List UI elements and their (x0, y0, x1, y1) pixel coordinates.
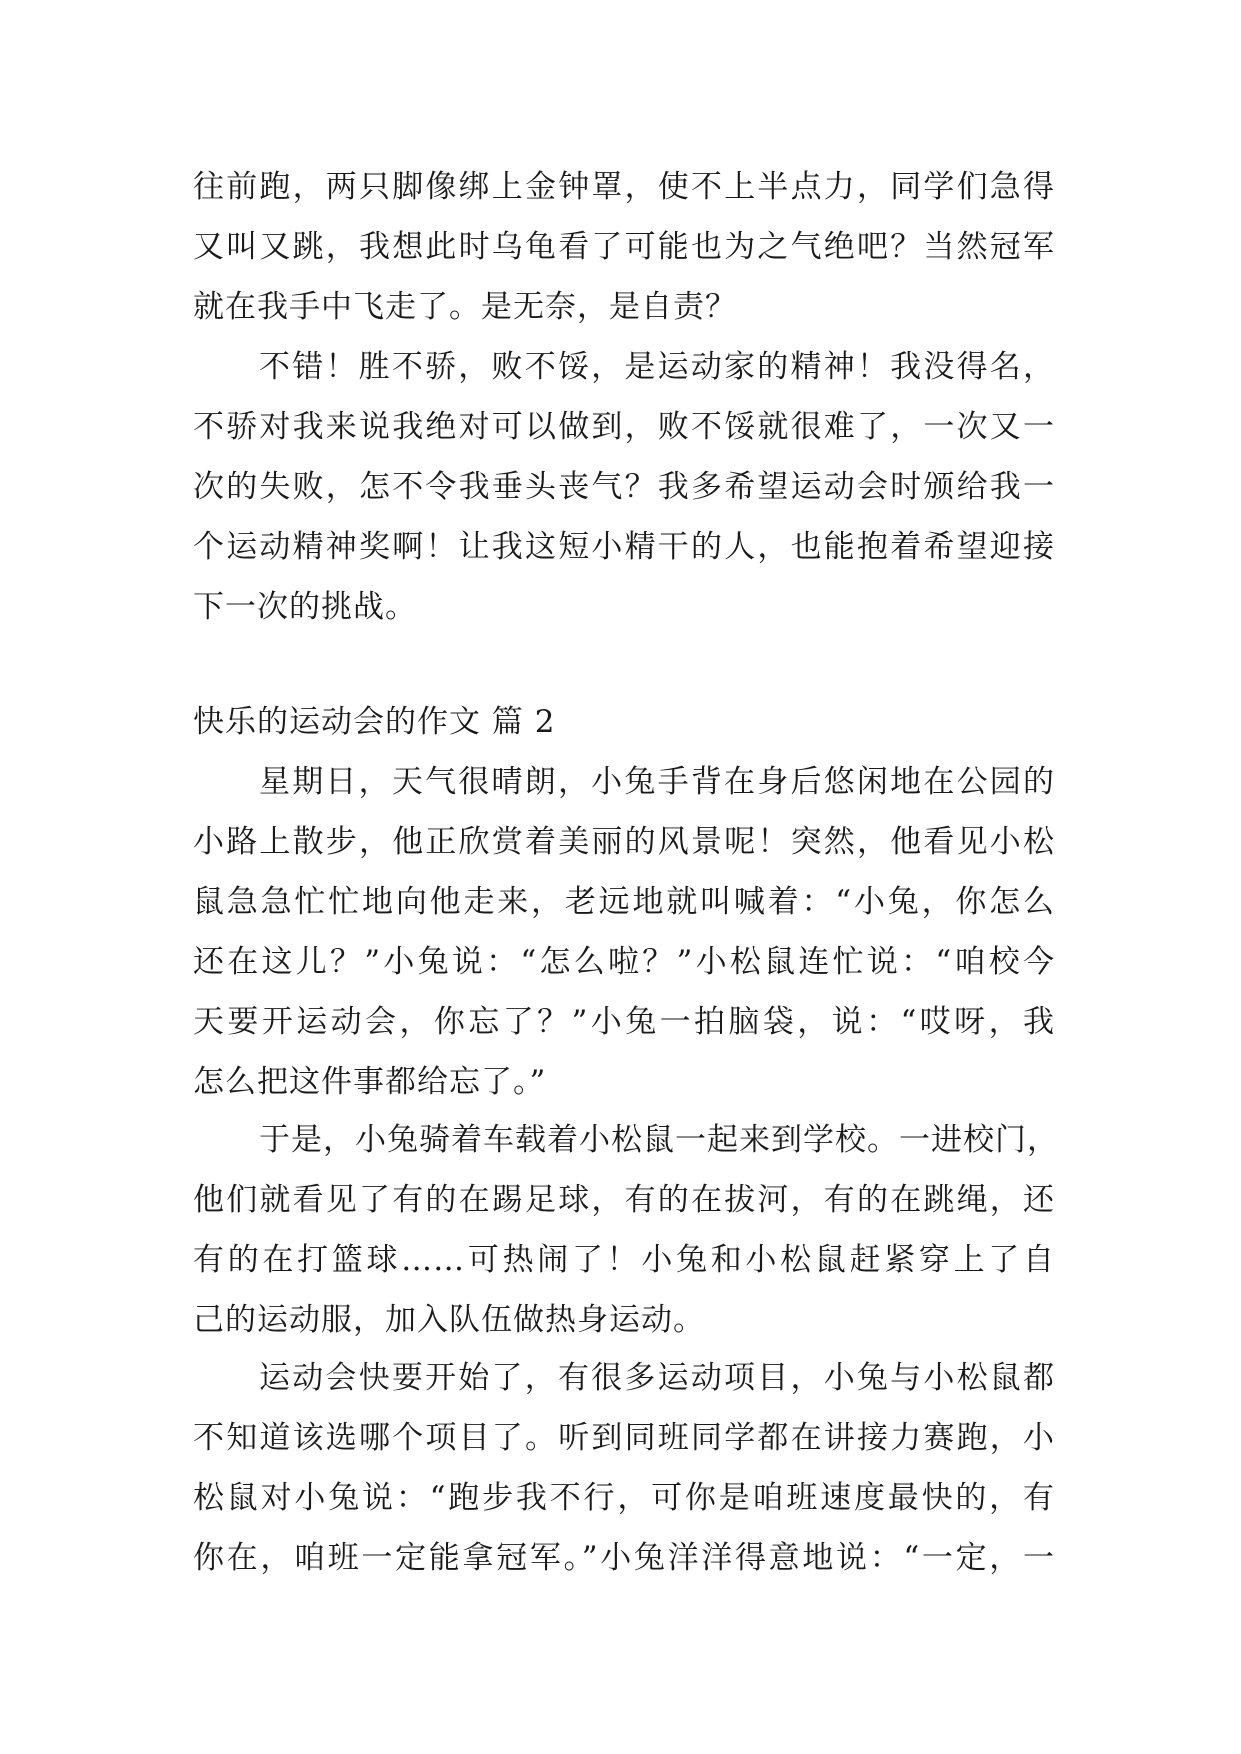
text-line: 就在我手中飞走了。是无奈，是自责？ (193, 289, 737, 325)
text-line: 怎么把这件事都给忘了。” (193, 1064, 547, 1100)
text-line: 往前跑，两只脚像绑上金钟罩，使不上半点力，同学们急得 (193, 169, 1055, 205)
text-line: 个运动精神奖啊！让我这短小精干的人，也能抱着希望迎接 (193, 529, 1055, 565)
paragraph-1 (193, 157, 1055, 337)
text-line: 己的运动服，加入队伍做热身运动。 (193, 1302, 705, 1338)
text-line: 又叫又跳，我想此时乌龟看了可能也为之气绝吧？当然冠军 (193, 229, 1055, 265)
paragraph-5 (193, 1348, 1055, 1588)
paragraph-4 (193, 1110, 1059, 1350)
text-line: 次的失败，怎不令我垂头丧气？我多希望运动会时颁给我一 (193, 469, 1055, 505)
text-line: 不骄对我来说我绝对可以做到，败不馁就很难了，一次又一 (193, 409, 1055, 445)
text-line: 鼠急急忙忙地向他走来，老远地就叫喊着：“小兔，你怎么 (193, 884, 1055, 920)
text-line: 下一次的挑战。 (193, 589, 417, 625)
text-line: 天要开运动会，你忘了？”小兔一拍脑袋，说：“哎呀，我 (193, 1004, 1055, 1040)
text-line: 有的在打篮球……可热闹了！小兔和小松鼠赶紧穿上了自 (193, 1242, 1055, 1278)
text-line: 运动会快要开始了，有很多运动项目，小兔与小松鼠都 (259, 1360, 1055, 1396)
text-line: 不错！胜不骄，败不馁，是运动家的精神！我没得名， (259, 349, 1055, 385)
text-line: 星期日，天气很晴朗，小兔手背在身后悠闲地在公园的 (259, 764, 1055, 800)
text-line: 不知道该选哪个项目了。听到同班同学都在讲接力赛跑，小 (193, 1420, 1055, 1456)
section-title: 快乐的运动会的作文 篇 2 (193, 704, 556, 740)
text-line: 小路上散步，他正欣赏着美丽的风景呢！突然，他看见小松 (193, 824, 1055, 860)
text-line: 你在，咱班一定能拿冠军。”小兔洋洋得意地说：“一定，一 (193, 1540, 1055, 1576)
text-line: 于是，小兔骑着车载着小松鼠一起来到学校。一进校门， (259, 1122, 1059, 1158)
text-line: 他们就看见了有的在踢足球，有的在拔河，有的在跳绳，还 (193, 1182, 1055, 1218)
paragraph-3 (193, 752, 1055, 1112)
text-line: 还在这儿？”小兔说：“怎么啦？”小松鼠连忙说：“咱校今 (193, 944, 1055, 980)
section-heading (193, 692, 1055, 752)
paragraph-2 (193, 337, 1055, 637)
text-line: 松鼠对小兔说：“跑步我不行，可你是咱班速度最快的，有 (193, 1480, 1055, 1516)
